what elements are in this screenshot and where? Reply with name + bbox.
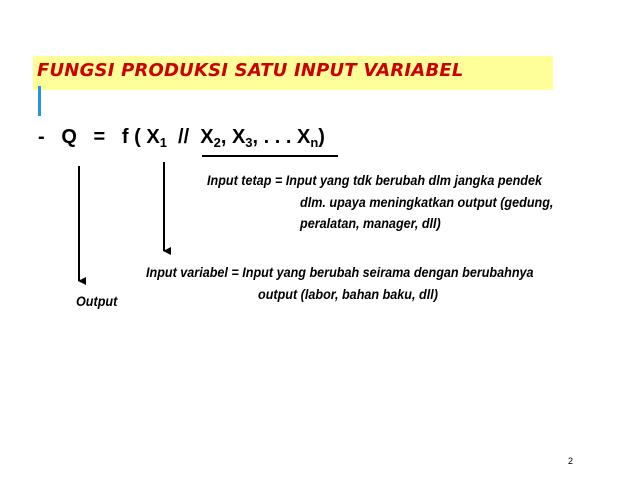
input-tetap-line3: peralatan, manager, dll) — [300, 215, 441, 231]
formula-sub-3: 3 — [245, 135, 253, 150]
formula-prefix: - Q = f ( X — [38, 126, 160, 148]
page-number: 2 — [568, 456, 574, 466]
formula-dots: , . . . X — [252, 126, 311, 148]
input-variabel-line2: output (labor, bahan baku, dll) — [258, 286, 438, 302]
output-label: Output — [76, 293, 118, 309]
formula-separator: // X — [166, 126, 214, 148]
formula-close: ) — [318, 126, 325, 148]
slide-title: FUNGSI PRODUKSI SATU INPUT VARIABEL — [37, 60, 464, 81]
formula-sub-1: 1 — [159, 135, 167, 150]
input-tetap-line1: Input tetap = Input yang tdk berubah dlm jangka pendek — [207, 172, 542, 188]
formula-sub-n: n — [310, 135, 319, 150]
formula-comma: , X — [220, 126, 246, 148]
formula-sub-2: 2 — [213, 135, 221, 150]
input-tetap-line2: dlm. upaya meningkatkan output (gedung, — [300, 194, 554, 210]
input-variabel-line1: Input variabel = Input yang berubah seirama dengan berubahnya — [146, 264, 534, 280]
